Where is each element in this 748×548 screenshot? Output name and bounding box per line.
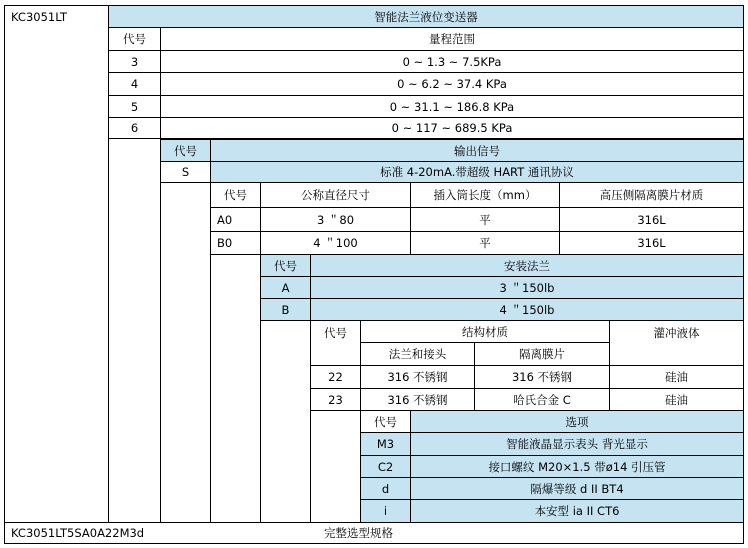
flange-code-b: B — [260, 299, 310, 321]
size-dn-a0: 3 ＂80 — [260, 208, 410, 232]
range-value-5: 0 ~ 31.1 ~ 186.8 KPa — [160, 95, 744, 117]
size-col-dn: 公称直径尺寸 — [260, 183, 410, 208]
material-code-23: 23 — [310, 389, 360, 411]
range-value-6: 0 ~ 117 ~ 689.5 KPa — [160, 117, 744, 139]
size-col-mat: 高压侧隔离膜片材质 — [559, 183, 744, 208]
material-code-22: 22 — [310, 366, 360, 389]
footer-label: 完整选型规格 — [260, 522, 744, 544]
size-len-a0: 平 — [410, 208, 559, 232]
size-mat-a0: 316L — [559, 208, 744, 232]
options-code-m3: M3 — [360, 433, 410, 456]
left-col-6 — [310, 411, 311, 522]
material-title: 结构材质 — [360, 321, 609, 343]
material-diaphragm-22: 316 不锈钢 — [474, 366, 609, 389]
size-mat-b0: 316L — [559, 232, 744, 255]
flange-value-b: 4 ＂150lb — [310, 299, 744, 321]
output-code-label: 代号 — [160, 139, 210, 161]
size-code-label: 代号 — [210, 183, 260, 208]
range-value-3: 0 ~ 1.3 ~ 7.5KPa — [160, 50, 744, 72]
material-fill-22: 硅油 — [609, 366, 744, 389]
flange-code-label: 代号 — [260, 255, 310, 277]
left-col-3 — [160, 183, 161, 522]
material-fill-23: 硅油 — [609, 389, 744, 411]
material-code-label: 代号 — [310, 321, 360, 366]
material-diaphragm-23: 哈氏合金 C — [474, 389, 609, 411]
options-title: 选项 — [410, 411, 744, 433]
left-col-2 — [108, 139, 109, 522]
range-title: 量程范围 — [160, 27, 744, 50]
output-code-s: S — [160, 161, 210, 183]
flange-title: 安装法兰 — [310, 255, 744, 277]
options-value-m3: 智能液晶显示表头 背光显示 — [410, 433, 744, 456]
range-value-4: 0 ~ 6.2 ~ 37.4 KPa — [160, 72, 744, 95]
material-flange-23: 316 不锈钢 — [360, 389, 474, 411]
left-col-4 — [210, 255, 211, 522]
footer-model: KC3051LT5SA0A22M3d — [4, 522, 260, 544]
options-code-c2: C2 — [360, 456, 410, 478]
left-col-5 — [260, 321, 261, 522]
range-code-3: 3 — [108, 50, 160, 72]
options-value-d: 隔爆等级 d II BT4 — [410, 478, 744, 500]
material-sub-diaphragm: 隔离膜片 — [474, 343, 609, 366]
flange-value-a: 3 ＂150lb — [310, 277, 744, 299]
material-sub-flange: 法兰和接头 — [360, 343, 474, 366]
material-fill-title: 灌冲液体 — [609, 321, 744, 366]
material-flange-22: 316 不锈钢 — [360, 366, 474, 389]
output-title: 输出信号 — [210, 139, 744, 161]
range-code-label: 代号 — [108, 27, 160, 50]
size-dn-b0: 4 ＂100 — [260, 232, 410, 255]
size-len-b0: 平 — [410, 232, 559, 255]
size-code-a0: A0 — [210, 208, 260, 232]
flange-code-a: A — [260, 277, 310, 299]
options-code-label: 代号 — [360, 411, 410, 433]
range-code-5: 5 — [108, 95, 160, 117]
size-col-len: 插入筒长度（mm） — [410, 183, 559, 208]
range-code-4: 4 — [108, 72, 160, 95]
header-title: 智能法兰液位变送器 — [108, 5, 744, 27]
size-code-b0: B0 — [210, 232, 260, 255]
options-code-i: i — [360, 500, 410, 522]
options-code-d: d — [360, 478, 410, 500]
left-col-1 — [4, 27, 5, 522]
header-model: KC3051LT — [4, 5, 108, 27]
range-code-6: 6 — [108, 117, 160, 139]
output-value-s: 标准 4-20mA.带超级 HART 通讯协议 — [210, 161, 744, 183]
options-value-c2: 接口螺纹 M20×1.5 带ø14 引压管 — [410, 456, 744, 478]
options-value-i: 本安型 ia II CT6 — [410, 500, 744, 522]
